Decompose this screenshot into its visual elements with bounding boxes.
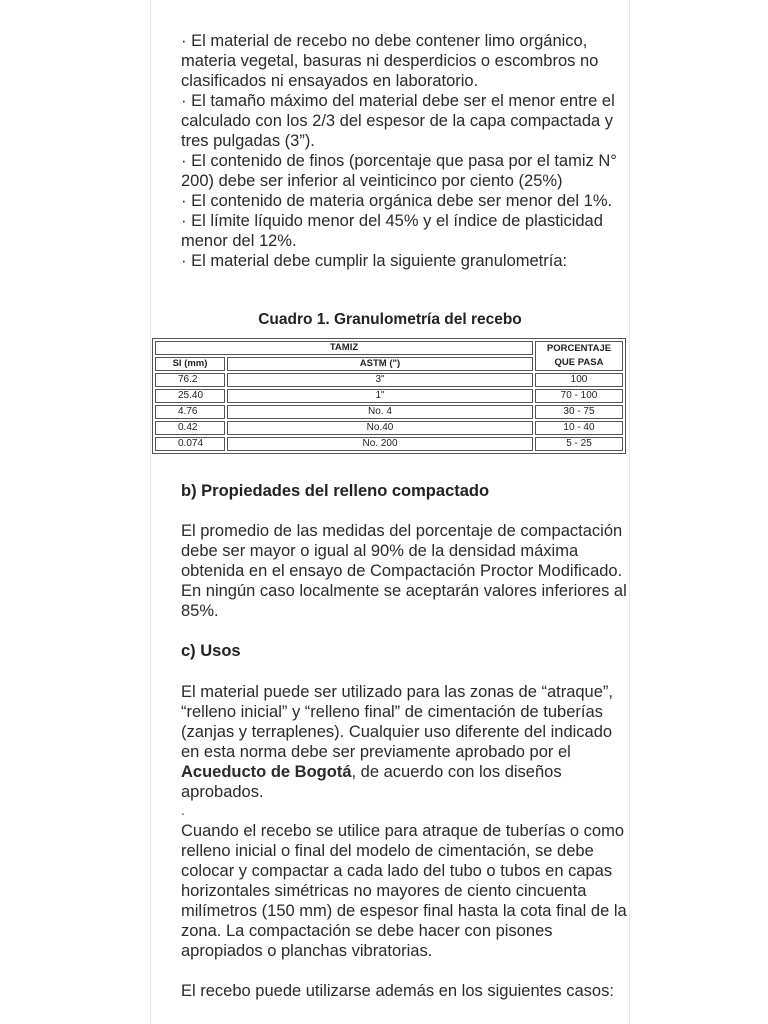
header-astm: ASTM (") [227,357,533,371]
requirement-item: · El límite líquido menor del 45% y el índice de plasticidad menor del 12%. [181,212,603,250]
cell-astm: 3" [227,373,533,387]
cell-pct: 100 [535,373,623,387]
requirement-item: · El tamaño máximo del material debe ser el menor entre el calculado con los 2/3 del espesor de la capa compactada y tres pulgadas (3”). [181,92,615,150]
cell-astm: No. 4 [227,405,533,419]
cell-astm: No. 200 [227,437,533,451]
requirement-item: · El material debe cumplir la siguiente granulometría: [181,252,568,270]
granulometry-table [152,338,626,454]
section-c-text-3: El recebo puede utilizarse además en los siguientes casos: [181,982,614,1000]
section-c-paragraph-2 [181,821,629,961]
table-row [155,437,623,451]
table-row [155,373,623,387]
section-b-paragraph [181,521,629,621]
cell-pct: 5 - 25 [535,437,623,451]
section-b-text: El promedio de las medidas del porcentaje de compactación debe ser mayor o igual al 90% de la densidad máxima obtenida en el ensayo de Compactación Proctor Modificado. En ningún caso localmente se aceptarán valores inferiores al 85%. [181,522,627,620]
document-page [150,0,630,1024]
section-c-heading: c) Usos [181,642,241,660]
table-row [155,389,623,403]
section-c-text-start: El material puede ser utilizado para las zonas de “atraque”, “relleno inicial” y “relleno final” de cimentación de tuberías (zanjas y terraplenes). Cualquier uso diferente del indicado en esta norma debe ser previamente aprobado por el [181,683,613,761]
section-c-paragraph [181,682,629,802]
cell-astm: No.40 [227,421,533,435]
section-c-text-2: Cuando el recebo se utilice para atraque de tuberías o como relleno inicial o final del modelo de cimentación, se debe colocar y compactar a cada lado del tubo o tubos en capas horizontales simétricas no mayores de ciento cincuenta milímetros (150 mm) de espesor final hasta la cota final de la zona. La compactación se debe hacer con pisones apropiados o planchas vibratorias. [181,822,627,960]
cell-si: 4.76 [155,405,225,419]
separator-dot: . [181,802,185,818]
requirement-item: · El contenido de materia orgánica debe ser menor del 1%. [181,192,613,210]
table-row [155,405,623,419]
header-porcentaje: PORCENTAJE QUE PASA [535,341,623,371]
cell-pct: 10 - 40 [535,421,623,435]
section-b-heading: b) Propiedades del relleno compactado [181,482,490,500]
section-c-text [181,682,629,802]
cell-si: 0.42 [155,421,225,435]
section-c-text-end: , de acuerdo con los diseños aprobados. [181,763,562,801]
cell-si: 0.074 [155,437,225,451]
requirement-item: · El material de recebo no debe contener limo orgánico, materia vegetal, basuras ni desperdicios o escombros no clasificados ni ensayados en laboratorio. [181,32,599,90]
cell-si: 76.2 [155,373,225,387]
section-c-bold-org: Acueducto de Bogotá [181,763,352,781]
table-header-row [155,341,623,355]
requirement-item: · El contenido de finos (porcentaje que pasa por el tamiz N° 200) debe ser inferior al veinticinco por ciento (25%) [181,152,617,190]
cell-si: 25.40 [155,389,225,403]
section-c-paragraph-3 [181,981,629,1001]
cell-pct: 70 - 100 [535,389,623,403]
header-si: SI (mm) [155,357,225,371]
table-row [155,421,623,435]
cell-pct: 30 - 75 [535,405,623,419]
cell-astm: 1" [227,389,533,403]
requirements-list [181,31,629,271]
table-title: Cuadro 1. Granulometría del recebo [258,311,522,328]
header-tamiz: TAMIZ [155,341,533,355]
